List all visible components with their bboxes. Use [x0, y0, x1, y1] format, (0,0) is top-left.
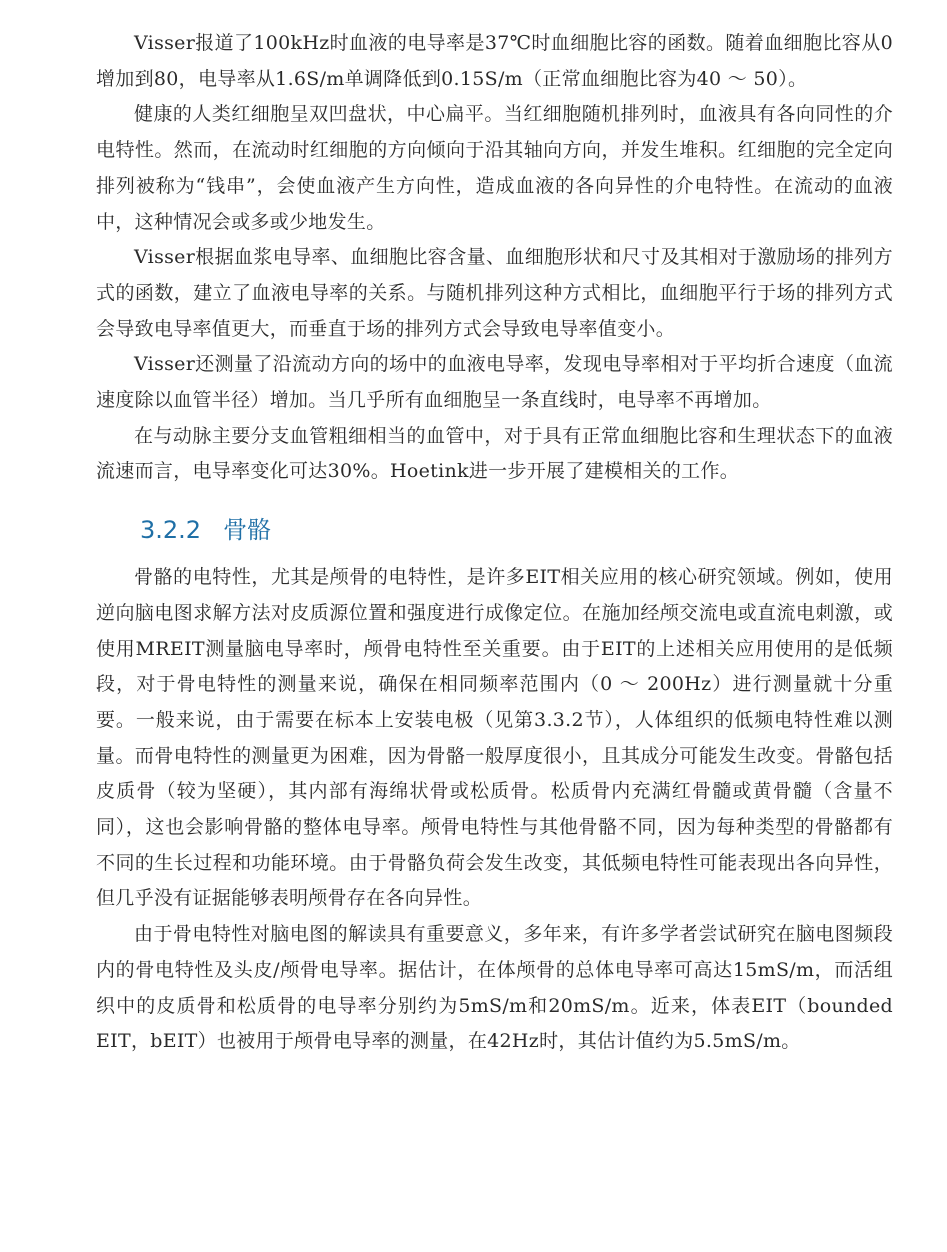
document-page [96, 26, 893, 1060]
paragraph-visser-model: Visser根据血浆电导率、血细胞比容含量、血细胞形状和尺寸及其相对于激励场的排列方式的函数，建立了血液电导率的关系。与随机排列这种方式相比，血细胞平行于场的排列方式会导致电导率值更大，而垂直于场的排列方式会导致电导率值变小。 [96, 246, 893, 340]
paragraph-flow-conductivity: Visser还测量了沿流动方向的场中的血液电导率，发现电导率相对于平均折合速度（血流速度除以血管半径）增加。当几乎所有血细胞呈一条直线时，电导率不再增加。 [96, 353, 893, 412]
section-title: 骨骼 [223, 516, 272, 545]
paragraph-red-cell-anisotropy: 健康的人类红细胞呈双凹盘状，中心扁平。当红细胞随机排列时，血液具有各向同性的介电特性。然而，在流动时红细胞的方向倾向于沿其轴向方向，并发生堆积。红细胞的完全定向排列被称为“钱串”，会使血液产生方向性，造成血液的各向异性的介电特性。在流动的血液中，这种情况会或多或少地发生。 [96, 103, 893, 233]
paragraph-artery-conductivity-change: 在与动脉主要分支血管粗细相当的血管中，对于具有正常血细胞比容和生理状态下的血液流速而言，电导率变化可达30%。Hoetink进一步开展了建模相关的工作。 [96, 424, 893, 483]
paragraph-blood-conductivity-hematocrit: Visser报道了100kHz时血液的电导率是37℃时血细胞比容的函数。随着血细胞比容从0增加到80，电导率从1.6S/m单调降低到0.15S/m（正常血细胞比容为40 ～ 50）。 [96, 32, 893, 90]
paragraph-bone-electrical-properties: 骨骼的电特性，尤其是颅骨的电特性，是许多EIT相关应用的核心研究领域。例如，使用逆向脑电图求解方法对皮质源位置和强度进行成像定位。在施加经颅交流电或直流电刺激，或使用MREIT测量脑电导率时，颅骨电特性至关重要。由于EIT的上述相关应用使用的是低频段，对于骨电特性的测量来说，确保在相同频率范围内（0 ～ 200Hz）进行测量就十分重要。一般来说，由于需要在标本上安装电极（见第3.3.2节），人体组织的低频电特性难以测量。而骨电特性的测量更为困难，因为骨骼一般厚度很小，且其成分可能发生改变。骨骼包括皮质骨（较为坚硬），其内部有海绵状骨或松质骨。松质骨内充满红骨髓或黄骨髓（含量不同），这也会影响骨骼的整体电导率。颅骨电特性与其他骨骼不同，因为每种类型的骨骼都有不同的生长过程和功能环境。由于骨骼负荷会发生改变，其低频电特性可能表现出各向异性，但几乎没有证据能够表明颅骨存在各向异性。 [96, 566, 893, 910]
paragraph-skull-conductivity-estimates: 由于骨电特性对脑电图的解读具有重要意义，多年来，有许多学者尝试研究在脑电图频段内的骨电特性及头皮/颅骨电导率。据估计，在体颅骨的总体电导率可高达15mS/m，而活组织中的皮质骨和松质骨的电导率分别约为5mS/m和20mS/m。近来，体表EIT（bounded EIT，bEIT）也被用于颅骨电导率的测量，在42Hz时，其估计值约为5.5mS/m。 [96, 923, 893, 1053]
section-heading-bone [140, 514, 893, 546]
section-number: 3.2.2 [140, 516, 202, 545]
